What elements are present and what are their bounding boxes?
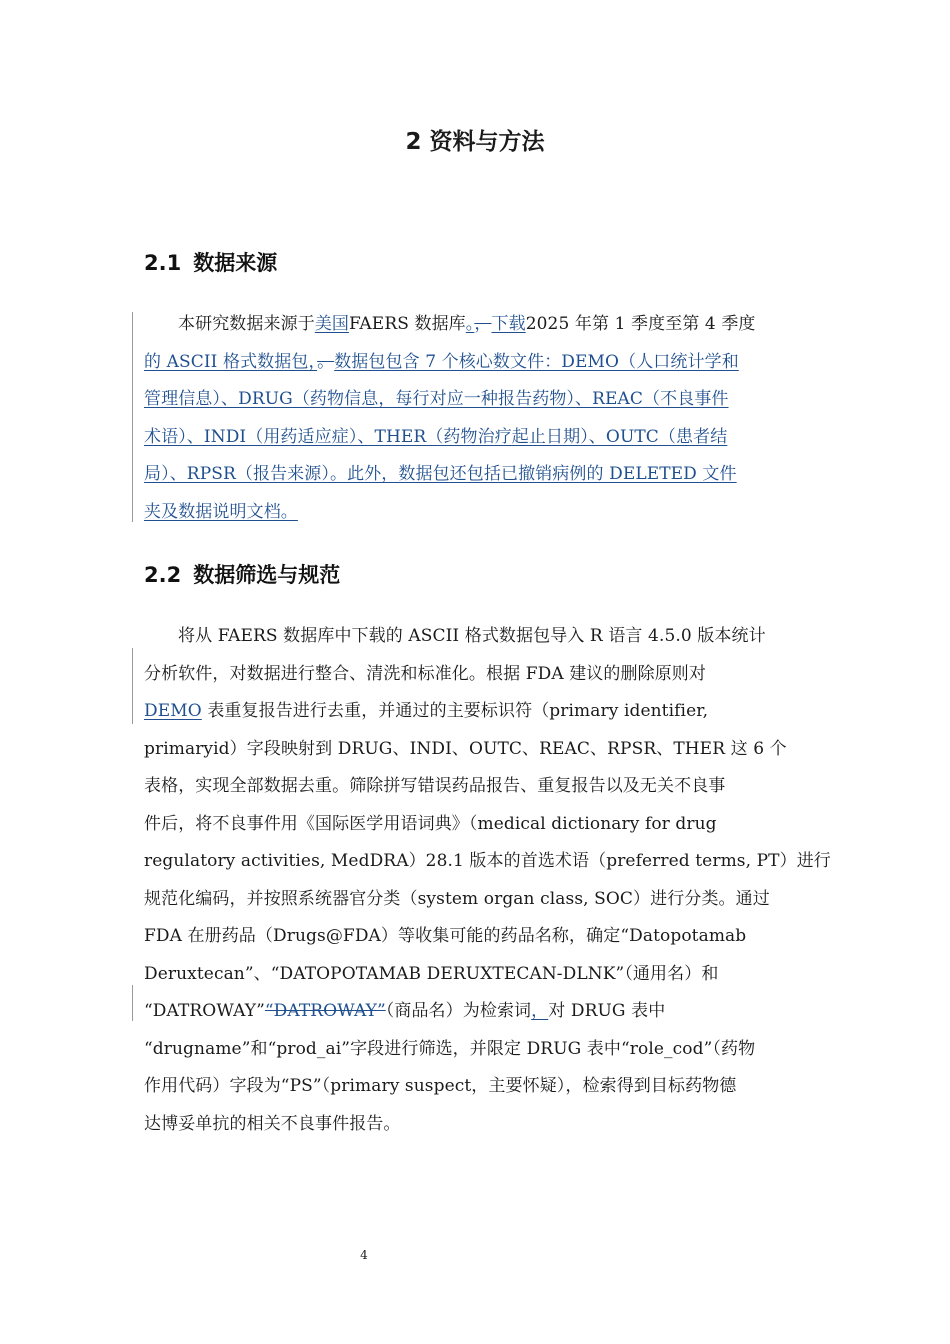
text-line: 表格，实现全部数据去重。筛除拼写错误药品报告、重复报告以及无关不良事 [144,776,726,796]
text-line: 本研究数据来源于美国FAERS 数据库。，下载2025 年第 1 季度至第 4 季度 [178,314,756,334]
inserted-text: DEMO [144,701,202,721]
text-line: 作用代码）字段为“PS”（primary suspect，主要怀疑），检索得到目标药物德 [144,1076,737,1096]
text-line: 件后，将不良事件用《国际医学用语词典》（medical dictionary for drug [144,813,717,834]
text-line: “drugname”和“prod_ai”字段进行筛选，并限定 DRUG 表中“role_cod”（药物 [144,1038,756,1059]
section-heading-2-1 [144,247,277,277]
inserted-text: 。 [465,314,475,334]
inserted-text: 美国 [314,314,350,334]
section-title: 数据筛选与规范 [193,563,341,587]
inserted-text: 的 ASCII 格式数据包， [144,351,318,372]
text-line: 规范化编码，并按照系统器官分类（system organ class, SOC）进行分类。通过 [144,888,770,909]
chapter-title: 2 资料与方法 [405,129,545,155]
text-line: 夹及数据说明文档。 [144,501,298,522]
text-line: 达博妥单抗的相关不良事件报告。 [144,1113,401,1134]
deleted-text: 。 [317,351,335,372]
page-number: 4 [360,1248,368,1262]
change-bar [132,312,133,522]
inserted-text: 下载 [491,314,526,334]
text-line: Deruxtecan”、“DATOPOTAMAB DERUXTECAN-DLNK”（通用名）和 [144,963,719,984]
section-heading-2-2 [144,559,340,589]
section-title: 数据来源 [193,251,278,275]
text-line: “DATROWAY”“DATROWAY”（商品名）为检索词，对 DRUG 表中 [144,1001,666,1021]
text-line: 局）、RPSR（报告来源）。此外，数据包还包括已撤销病例的 DELETED 文件 [144,464,737,484]
change-bar [132,648,133,724]
paragraph-data-screening [144,618,831,1143]
inserted-text: 数据包包含 7 个核心数文件：DEMO（人口统计学和 [334,351,739,372]
paragraph-data-source [144,306,806,531]
change-bar [132,985,133,1021]
text-line: 管理信息）、DRUG（药物信息，每行对应一种报告药物）、REAC（不良事件 [144,389,729,409]
text-line: primaryid）字段映射到 DRUG、INDI、OUTC、REAC、RPSR、THER 这 6 个 [144,738,787,759]
deleted-text: ， [474,314,492,334]
section-number: 2.1 [144,251,182,275]
section-number: 2.2 [144,563,182,587]
text-line: regulatory activities, MedDRA）28.1 版本的首选术语（preferred terms, PT）进行 [144,851,831,871]
deleted-text: “DATROWAY” [264,1001,386,1021]
text-line: DEMO 表重复报告进行去重，并通过的主要标识符（primary identifier, [144,701,709,721]
text-line: 将从 FAERS 数据库中下载的 ASCII 格式数据包导入 R 语言 4.5.0 版本统计 [178,626,766,646]
inserted-text: ， [531,1001,549,1021]
text-line [144,344,806,382]
text-line: 分析软件，对数据进行整合、清洗和标准化。根据 FDA 建议的删除原则对 [144,663,707,684]
text-line: 术语）、INDI（用药适应症）、THER（药物治疗起止日期）、OUTC（患者结 [144,426,728,447]
text-line: FDA 在册药品（Drugs@FDA）等收集可能的药品名称，确定“Datopotamab [144,926,747,946]
